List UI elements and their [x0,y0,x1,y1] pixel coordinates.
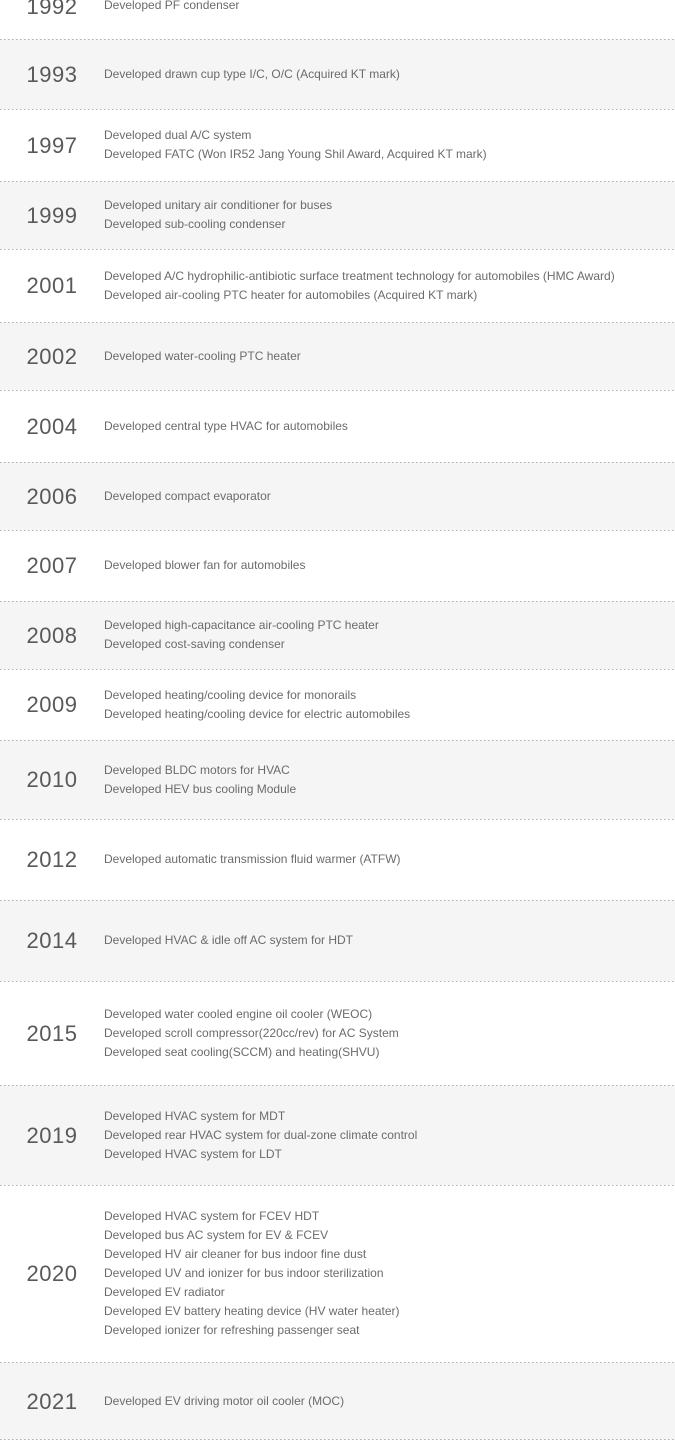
timeline-year: 2012 [26,847,78,872]
timeline-items [104,761,675,799]
timeline-items [104,616,675,654]
timeline-item-text: Developed water-cooling PTC heater [104,348,301,363]
timeline-row [0,39,675,109]
timeline-item-text: Developed HVAC system for MDT [104,1108,286,1123]
timeline-items [104,1207,675,1340]
timeline-items [104,487,675,506]
timeline-item-text: Developed EV radiator [104,1285,225,1299]
timeline-items [104,65,675,84]
timeline-item-text: Developed UV and ionizer for bus indoor sterilization [104,1266,384,1280]
timeline-year: 2007 [26,553,78,578]
timeline-item-text: Developed air-cooling PTC heater for automobiles (Acquired KT mark) [104,287,478,302]
timeline-item-text: Developed compact evaporator [104,488,271,503]
timeline-item-text: Developed blower fan for automobiles [104,558,306,572]
timeline-item-text: Developed ionizer for refreshing passenger seat [104,1323,360,1337]
timeline-year: 2008 [26,622,78,648]
timeline-item-text: Developed HVAC system for FCEV HDT [104,1209,320,1223]
timeline-item-text: Developed bus AC system for EV & FCEV [104,1228,329,1242]
timeline-year: 2001 [26,273,78,298]
timeline-item-text: Developed scroll compressor(220cc/rev) for AC System [104,1025,399,1040]
timeline-item-text: Developed seat cooling(SCCM) and heating(SHVU) [104,1044,380,1059]
timeline-item-text: Developed drawn cup type I/C, O/C (Acquired KT mark) [104,66,400,81]
timeline-row [0,601,675,669]
timeline-item-text: Developed HVAC system for LDT [104,1146,282,1161]
timeline-year: 2021 [26,1388,78,1414]
timeline-row [0,819,675,900]
timeline-items [104,347,675,366]
timeline-row [0,669,675,740]
timeline-item-text: Developed EV battery heating device (HV water heater) [104,1304,400,1318]
timeline-item-text: Developed cost-saving condenser [104,637,285,651]
timeline-year: 1993 [26,61,78,87]
timeline-row [0,1362,675,1440]
timeline-item-text: Developed heating/cooling device for electric automobiles [104,706,411,721]
timeline-item-text: Developed BLDC motors for HVAC [104,762,290,777]
timeline-item-text: Developed sub-cooling condenser [104,217,286,231]
timeline-item-text: Developed water cooled engine oil cooler (WEOC) [104,1006,373,1021]
timeline-item-text: Developed automatic transmission fluid warmer (ATFW) [104,852,401,866]
timeline-items [104,1107,675,1164]
timeline-item-text: Developed FATC (Won IR52 Jang Young Shil Award, Acquired KT mark) [104,147,487,161]
timeline-year: 2020 [26,1261,78,1286]
timeline-year: 2014 [26,928,78,953]
timeline-row [0,249,675,322]
timeline-item-text: Developed A/C hydrophilic-antibiotic surface treatment technology for automobiles (HMC Award) [104,268,615,283]
timeline-year: 2006 [26,483,78,509]
timeline-year: 2004 [26,413,78,439]
timeline-item-text: Developed rear HVAC system for dual-zone climate control [104,1127,418,1142]
timeline-year: 2015 [26,1020,78,1046]
timeline-items [104,126,675,164]
timeline-items [104,686,675,724]
timeline-row [0,900,675,981]
timeline-items [104,556,675,575]
timeline-item-text: Developed HV air cleaner for bus indoor fine dust [104,1247,367,1261]
timeline-row [0,322,675,390]
timeline-item-text: Developed PF condenser [104,0,240,12]
timeline-items [104,850,675,869]
timeline-year: 2002 [26,343,78,369]
timeline-item-text: Developed EV driving motor oil cooler (MOC) [104,1393,345,1408]
timeline-row [0,1085,675,1185]
timeline-year: 2019 [26,1122,78,1148]
timeline-items [104,417,675,436]
timeline-items [104,196,675,234]
timeline-year: 1999 [26,202,78,228]
timeline-items [104,931,675,950]
timeline-row [0,530,675,601]
timeline-item-text: Developed HVAC & idle off AC system for HDT [104,933,353,947]
timeline-item-text: Developed central type HVAC for automobiles [104,418,348,433]
timeline-year: 2009 [26,692,78,717]
timeline-row [0,0,675,39]
timeline-item-text: Developed HEV bus cooling Module [104,781,297,796]
timeline-items [104,267,675,305]
timeline-row [0,181,675,249]
timeline-year: 2010 [26,767,78,792]
timeline-row [0,390,675,462]
timeline-row [0,462,675,530]
timeline-item-text: Developed heating/cooling device for monorails [104,687,357,702]
timeline-year: 1992 [26,0,78,19]
timeline-item-text: Developed dual A/C system [104,128,252,142]
timeline-row [0,109,675,181]
timeline-item-text: Developed high-capacitance air-cooling PTC heater [104,618,379,632]
timeline-items [104,0,675,15]
timeline-year: 1997 [26,132,78,158]
timeline-row [0,981,675,1085]
timeline-row [0,1185,675,1362]
timeline-row [0,740,675,819]
timeline-items [104,1005,675,1062]
timeline-items [104,1392,675,1411]
timeline-item-text: Developed unitary air conditioner for buses [104,198,333,212]
